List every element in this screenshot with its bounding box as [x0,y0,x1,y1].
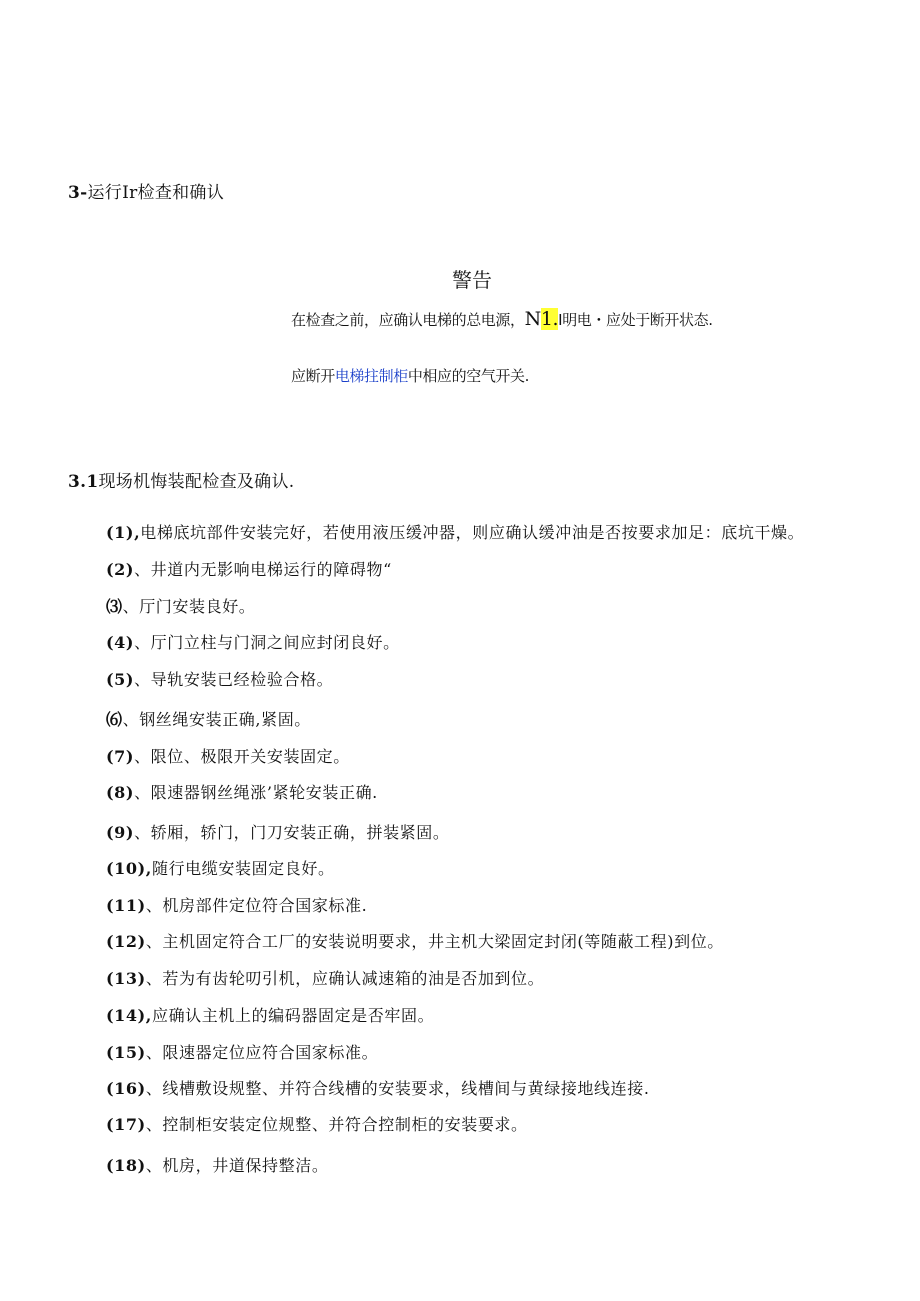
item-number: (14), [106,1006,152,1025]
item-number: (4) [106,633,135,652]
item-text: 随行电缆安装固定良好。 [151,859,335,878]
list-item [106,1076,650,1099]
item-text: 、厅门立柱与门洞之间应封闭良好。 [134,633,400,652]
item-text: 、导轨安装已经检验合格。 [134,670,334,689]
list-item [106,893,367,916]
item-number: (7) [106,747,135,766]
item-number: (17) [106,1115,146,1134]
item-number: (11) [106,896,146,915]
item-text: 、钢丝绳安装正确,紧固。 [122,710,311,729]
list-item [106,820,449,843]
item-number: (15) [106,1043,146,1062]
warning-line-2 [291,365,529,386]
warning-line-2-suffix: 中相应的空气开关. [407,367,529,385]
item-number: (2) [106,560,135,579]
item-number: (12) [106,932,146,951]
list-item [106,1153,328,1176]
item-text: 、限位、极限开关安装固定。 [134,747,350,766]
warning-line-1 [291,308,713,330]
list-item [106,594,255,617]
item-number: (5) [106,670,135,689]
list-item [106,1112,528,1135]
list-item [106,780,378,803]
list-item [106,966,544,989]
section-heading [68,178,224,203]
warning-line-1-prefix: 在检查之前，应确认电梯的总电源， [291,311,525,329]
item-number: (8) [106,783,135,802]
item-number: (9) [106,823,135,842]
item-text: 、轿厢，轿门，门刀安装正确，拼装紧固。 [134,823,450,842]
item-number: (16) [106,1079,146,1098]
subsection-heading [68,467,295,492]
item-text: 、主机固定符合工厂的安装说明要求，井主机大梁固定封闭(等随蔽工程)到位。 [145,932,724,951]
warning-code-highlight: 1. [540,308,559,330]
warning-line-2-emphasis: 电梯拄制柜 [334,367,408,385]
item-number: (10), [106,859,152,878]
list-item [106,707,311,730]
subsection-number: 3.1 [68,472,99,492]
warning-line-1-suffix: I明电・应处于断开状态. [558,311,713,329]
item-text: 、机房部件定位符合国家标准. [145,896,368,915]
warning-line-2-prefix: 应断开 [291,367,335,385]
list-item [106,630,400,653]
section-title-text: 运行Ir检查和确认 [87,183,225,203]
item-number: ⑹ [106,710,123,729]
item-text: 、井道内无影响电梯运行的障碍物“ [134,560,392,579]
item-text: 、线槽敷设规整、并符合线槽的安装要求，线槽间与黄绿接地线连接. [145,1079,650,1098]
item-text: 、限速器钢丝绳涨’紧轮安装正确. [134,783,378,802]
item-number: (18) [106,1156,146,1175]
list-item [106,744,350,767]
warning-code-letter: N [524,308,541,330]
list-item [106,667,333,690]
item-number: (13) [106,969,146,988]
item-text: 、控制柜安装定位规整、并符合控制柜的安装要求。 [145,1115,528,1134]
list-item [106,856,335,879]
item-number: ⑶ [106,597,123,616]
item-text: 应确认主机上的编码器固定是否牢固。 [151,1006,435,1025]
list-item [106,1003,434,1026]
list-item [106,557,392,580]
list-item [106,1040,378,1063]
list-item [106,520,804,543]
item-text: 、限速器定位应符合国家标准。 [145,1043,379,1062]
item-text: 电梯底坑部件安装完好，若使用液压缓冲器，则应确认缓冲油是否按要求加足：底坑干燥。 [140,523,805,542]
item-number: (1), [106,523,141,542]
item-text: 、机房，井道保持整洁。 [145,1156,329,1175]
section-number: 3- [68,183,88,203]
warning-title: 警告 [452,268,492,292]
list-item [106,929,724,952]
item-text: 、若为有齿轮叨引机，应确认减速箱的油是否加到位。 [145,969,545,988]
subsection-title-text: 现场机悔装配检查及确认. [98,472,295,492]
item-text: 、厅门安装良好。 [122,597,256,616]
